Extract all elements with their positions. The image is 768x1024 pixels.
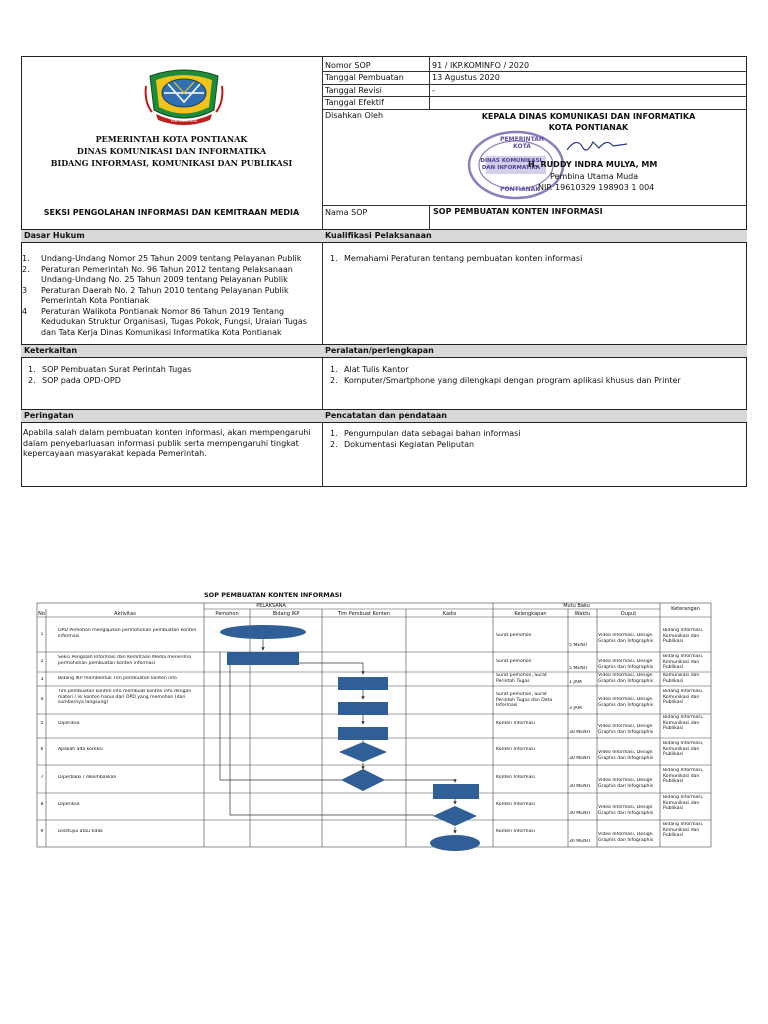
- approval-title-2: KOTA PONTIANAK: [548, 123, 629, 132]
- peralatan-header: Peralatan/perlengkapan: [322, 344, 747, 358]
- row-waktu: 3 JAM: [569, 706, 582, 711]
- flow-shapes: [220, 625, 480, 851]
- list-item: 3 Peraturan Daerah No. 2 Tahun 2010 tentang Pelayanan Publik Pemerintah Kota Pontianak: [22, 285, 289, 305]
- sop-name-label: Nama SOP: [325, 208, 368, 217]
- kualifikasi-header: Kualifikasi Pelaksanaan: [322, 229, 747, 243]
- row-keterangan: Komunikasi dan Publikasi: [663, 673, 700, 684]
- list-item: 4 Peraturan Walikota Pontianak Nomor 86 Tahun 2019 Tentang Kedudukan Struktur Organisasi, Tugas Pokok, Fungsi, Uraian Tugas dan Tata Kerja Dinas Komunikasi Informatika Kota Pontianak: [22, 306, 307, 337]
- meta-label-nomor: Nomor SOP: [325, 61, 371, 70]
- org-line-2: DINAS KOMUNIKASI DAN INFORMATIKA: [76, 146, 267, 156]
- stamp-top-text: PEMERINTAH KOTA: [500, 136, 544, 150]
- col-keterangan-header: Keterangan: [671, 606, 700, 612]
- row-output: Video Informasi, Design Graphis dan Infographis: [598, 832, 654, 843]
- row-aktivitas: Tim pembuatan konten info membuat konten info dengan materi / isi konten harus dari OPD yang memohon (dari sumbernya langsung): [58, 689, 192, 706]
- row-output: Video Informasi, Design Graphis dan Infographis: [598, 659, 654, 670]
- meta-label-disahkan: Disahkan Oleh: [325, 111, 384, 120]
- col-bidang-header: Bidang IKP: [272, 611, 300, 617]
- row-kelengkapan: Konten Informasi: [496, 721, 535, 726]
- logo-caption: PONTIANAK KOTA: [170, 119, 198, 123]
- start-terminator: [220, 625, 306, 639]
- peringatan-text: Apabila salah dalam pembuatan konten informasi, akan mempengaruhi dalam penyebarluasan informasi publik serta mempengaruhi tingkat kepercayaan masyarakat kepada Pemerintah.: [23, 428, 311, 458]
- row-output: Video Informasi, Design Graphis dan Infographis: [598, 724, 654, 735]
- approver-nip: NIP. 19610329 198903 1 004: [538, 183, 655, 192]
- process-tim-step3: [338, 677, 388, 690]
- row-keterangan: Bidang Informasi, Komunikasi dan Publikasi: [663, 768, 704, 785]
- meta-label-revisi: Tanggal Revisi: [325, 86, 382, 95]
- col-pemohon-header: Pemohon: [215, 611, 239, 617]
- row-no: 2: [40, 659, 44, 664]
- row-kelengkapan: Surat pemohon: [496, 659, 532, 664]
- row-aktivitas: OPD Pemohon mengajukan permohonan pembuatan konten informasi: [58, 628, 197, 639]
- list-item: 1. SOP Pembuatan Surat Perintah Tugas: [28, 365, 192, 374]
- row-no: 5: [40, 721, 44, 726]
- process-tim-step5: [338, 727, 388, 740]
- row-waktu: 30 MENIT: [569, 730, 591, 735]
- flow-title: SOP PEMBUATAN KONTEN INFORMASI: [204, 591, 342, 599]
- peringatan-header: Peringatan: [21, 409, 322, 423]
- end-terminator: [430, 835, 480, 851]
- list-item: 2. Komputer/Smartphone yang dilengkapi dengan program aplikasi khusus dan Printer: [330, 375, 681, 385]
- row-keterangan: Bidang Informasi, Komunikasi dan Publikasi: [663, 689, 704, 706]
- row-no: 9: [40, 829, 44, 834]
- stamp-bottom-text: PONTIANAK: [500, 186, 540, 193]
- row-output: Video Informasi, Design Graphis dan Infographis: [598, 778, 654, 789]
- meta-label-pembuatan: Tanggal Pembuatan: [325, 73, 404, 82]
- row-output: Video Informasi, Design Graphis dan Infographis: [598, 697, 654, 708]
- list-item: 2. Peraturan Pemerintah No. 96 Tahun 2012 tentang Pelaksanaan Undang-Undang No. 25 Tahun 2009 tentang Pelayanan Publik: [22, 264, 293, 284]
- row-waktu: 5 MENIT: [569, 666, 588, 671]
- row-kelengkapan: Konten Informasi: [496, 802, 535, 807]
- col-waktu-header: Waktu: [574, 611, 591, 617]
- meta-label-efektif: Tanggal Efektif: [325, 98, 384, 107]
- row-waktu: 1 JAM: [569, 680, 582, 685]
- row-output: Video Informasi, Design Graphis dan Infographis: [598, 750, 654, 761]
- col-ouput-header: Ouput: [620, 611, 637, 617]
- col-aktivitas-header: Aktivitas: [114, 611, 136, 617]
- row-keterangan: Bidang Informasi, Komunikasi dan Publikasi: [663, 741, 704, 758]
- row-aktivitas: Diperbaiki / dikembalikan: [58, 775, 117, 780]
- meta-value-nomor: 91 / IKP.KOMINFO / 2020: [432, 61, 530, 70]
- list-item: 1. Pengumpulan data sebagai bahan informasi: [330, 429, 521, 438]
- row-no: 7: [40, 775, 44, 780]
- pencatatan-header: Pencatatan dan pendataan: [322, 409, 747, 423]
- row-kelengkapan: Surat pemohon: [496, 633, 532, 638]
- process-kadis-step8: [433, 784, 479, 799]
- row-no: 3: [40, 677, 44, 682]
- mutu-baku-header: Mutu Baku: [563, 603, 590, 609]
- list-item: 2. SOP pada OPD-OPD: [28, 375, 121, 385]
- list-item: 1. Alat Tulis Kantor: [330, 365, 409, 374]
- approver-rank: Pembina Utama Muda: [550, 172, 639, 181]
- meta-value-revisi: -: [432, 86, 435, 95]
- row-kelengkapan: Konten Informasi: [496, 747, 535, 752]
- dasar-hukum-header: Dasar Hukum: [21, 229, 322, 243]
- decision-koreksi: [339, 742, 387, 762]
- row-no: 1: [40, 632, 44, 637]
- process-tim-step4: [338, 702, 388, 715]
- row-keterangan: Bidang Informasi, Komunikasi dan Publikasi: [663, 715, 704, 732]
- keterkaitan-header: Keterkaitan: [21, 344, 322, 358]
- row-aktivitas: Apakah ada koreksi: [58, 747, 103, 752]
- row-waktu: 5 MENIT: [569, 643, 588, 648]
- decision-disetujui: [433, 806, 477, 826]
- row-aktivitas: Diperiksa: [58, 721, 80, 726]
- org-line-1: PEMERINTAH KOTA PONTIANAK: [95, 134, 248, 144]
- row-kelengkapan: Konten Informasi: [496, 775, 535, 780]
- process-bidang-ikp: [227, 652, 299, 665]
- org-line-3: BIDANG INFORMASI, KOMUNIKASI DAN PUBLIKASI: [50, 158, 293, 168]
- stamp-mid-text-1: DINAS KOMUNIKASI: [480, 158, 542, 164]
- approval-title-1: KEPALA DINAS KOMUNIKASI DAN INFORMATIKA: [481, 112, 696, 121]
- row-no: 4: [40, 697, 44, 702]
- approver-name: H. RUDDY INDRA MULYA, MM: [528, 160, 658, 169]
- row-keterangan: Bidang Informasi, Komunikasi dan Publikasi: [663, 795, 704, 812]
- row-output: Video Informasi, Design Graphis dan Infographis: [598, 673, 654, 684]
- row-keterangan: Bidang Informasi, Komunikasi dan Publikasi: [663, 822, 704, 839]
- row-no: 8: [40, 802, 44, 807]
- row-waktu: 30 MENIT: [569, 839, 591, 844]
- sop-name-value: SOP PEMBUATAN KONTEN INFORMASI: [433, 207, 603, 216]
- pelaksana-header: PELAKSANA: [256, 603, 286, 609]
- row-keterangan: Bidang Informasi, Komunikasi dan Publikasi: [663, 654, 704, 671]
- row-kelengkapan: Konten Informasi: [496, 829, 535, 834]
- row-aktivitas: Seksi Pengolah Informasi dan Kemitraan Media menerima permohonan pembuatan konten informasi: [58, 655, 191, 666]
- meta-value-pembuatan: 13 Agustus 2020: [432, 73, 500, 82]
- section-name: SEKSI PENGOLAHAN INFORMASI DAN KEMITRAAN MEDIA: [43, 208, 300, 217]
- row-waktu: 30 MENIT: [569, 756, 591, 761]
- row-waktu: 30 MENIT: [569, 784, 591, 789]
- row-keterangan: Bidang Informasi, Komunikasi dan Publikasi: [663, 628, 704, 645]
- stamp-mid-text-2: DAN INFORMATIKA: [481, 165, 541, 171]
- list-item: 1. Memahami Peraturan tentang pembuatan konten informasi: [330, 254, 583, 263]
- list-item: 1. Undang-Undang Nomor 25 Tahun 2009 tentang Pelayanan Publik: [22, 254, 302, 263]
- row-output: Video Informasi, Design Graphis dan Infographis: [598, 633, 654, 644]
- row-output: Video Informasi, Design Graphis dan Infographis: [598, 805, 654, 816]
- row-no: 6: [40, 747, 44, 752]
- col-no-header: No: [38, 611, 45, 617]
- list-item: 2. Dokumentasi Kegiatan Peliputan: [330, 439, 475, 449]
- row-aktivitas: Bidang IKP membentuk Tim pembuatan konten info: [58, 676, 177, 681]
- decision-perbaiki: [341, 769, 385, 791]
- row-kelengkapan: Surat pemohon, Surat Perintah Tugas dan Data Informasi: [496, 692, 553, 709]
- row-aktivitas: Disetujui atau tidak: [58, 829, 103, 834]
- col-kelengkapan-header: Kelengkapan: [514, 611, 547, 617]
- row-waktu: 30 MENIT: [569, 811, 591, 816]
- col-tim-header: Tim Pembuat Konten: [338, 611, 390, 617]
- row-aktivitas: Diperiksa: [58, 802, 80, 807]
- row-kelengkapan: Surat pemohon, Surat Perintah Tugas: [496, 673, 547, 684]
- col-kadis-header: Kadis: [442, 611, 457, 617]
